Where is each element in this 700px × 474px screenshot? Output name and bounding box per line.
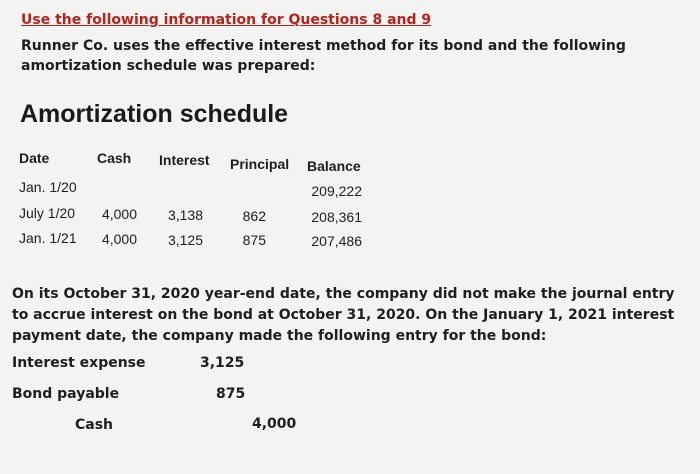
table-row-balance: 208,361 xyxy=(311,209,362,225)
je-account-bond-payable: Bond payable xyxy=(12,386,120,402)
table-row-balance: 207,486 xyxy=(311,233,362,249)
questions-heading: Use the following information for Questions 8 and 9 xyxy=(21,12,432,28)
table-row-date: Jan. 1/21 xyxy=(19,230,77,246)
table-row-date: Jan. 1/20 xyxy=(19,179,77,195)
header-balance: Balance xyxy=(307,158,361,174)
je-debit-bond-payable: 875 xyxy=(216,386,246,402)
intro-text: Runner Co. uses the effective interest method for its bond and the following amortization schedule was prepared: xyxy=(21,38,626,74)
table-row-cash: 4,000 xyxy=(101,206,137,222)
table-row-interest: 3,138 xyxy=(167,207,203,223)
table-row-date: July 1/20 xyxy=(19,205,76,221)
table-row-interest: 3,125 xyxy=(167,232,203,248)
header-cash: Cash xyxy=(97,150,132,166)
je-account-cash: Cash xyxy=(75,417,114,433)
table-row-balance: 209,222 xyxy=(311,183,362,199)
table-row-principal: 875 xyxy=(242,232,266,248)
table-row-cash: 4,000 xyxy=(101,231,137,247)
header-interest: Interest xyxy=(159,152,210,168)
je-debit-interest-expense: 3,125 xyxy=(200,355,245,371)
je-account-interest-expense: Interest expense xyxy=(12,355,146,371)
table-row-principal: 862 xyxy=(242,208,266,224)
schedule-title: Amortization schedule xyxy=(20,100,289,128)
question-paragraph: On its October 31, 2020 year-end date, the company did not make the journal entry to accrue interest on the bond at October 31, 2020. On the January 1, 2021 interest payment date, the company made the following entry for the bond: xyxy=(12,286,675,344)
je-credit-cash: 4,000 xyxy=(252,416,297,432)
header-date: Date xyxy=(19,150,50,166)
header-principal: Principal xyxy=(230,156,290,172)
